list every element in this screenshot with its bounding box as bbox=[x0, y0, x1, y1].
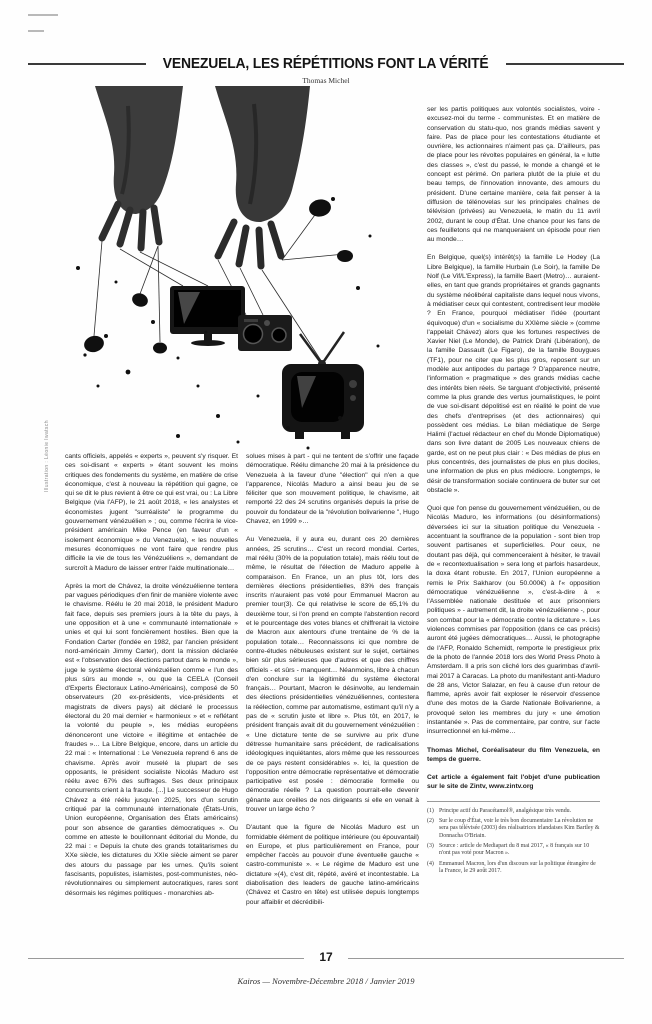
right-puppet-hand bbox=[215, 86, 310, 266]
puppet-hands-illustration bbox=[58, 86, 420, 470]
footnotes bbox=[427, 808, 600, 875]
footnote-number: (2) bbox=[427, 818, 434, 825]
footnote-number: (1) bbox=[427, 807, 434, 814]
footnote-number: (3) bbox=[427, 842, 434, 849]
radio bbox=[238, 315, 292, 351]
crop-mark bbox=[28, 14, 58, 16]
article-paragraph: cants officiels, appelés « experts », peuvent s'y risquer. Et ces soi-disant « experts » étant souvent les moins critiques des fondements du système, en matière de crise économique, c'est à nouveau la répétition qui gagne, ce qui se dit le plus revient à être ce qui est vrai, ou : La Libre Belgique (via l'AFP), le 21 août 2018, « les analystes et économistes jugent "surréaliste" le programme du gouvernement vénézuélien » ; ou, comme l'écrira le vice-président américain Mike Pence (en faveur d'un « isolement économique » du Venezuela), « les nouvelles mesures économiques ne vont faire que rendre plus difficile la vie de tous les Vénézuéliens », demandant de surcroît à Maduro de laisser entrer l'aide multinationale… bbox=[65, 453, 238, 572]
footnote-text: Principe actif du Paracétamol®, analgésique très vendu. bbox=[439, 807, 572, 814]
footnote-item bbox=[427, 818, 600, 840]
crop-mark bbox=[28, 30, 44, 32]
article-paragraph: En Belgique, quel(s) intérêt(s) la famille Le Hodey (La Libre Belgique), la famille Hurbain (Le Soir), la famille De Nolf (Le Vif/L'Express), la famille Baert (Metro)… auraient-elles, en tant que grands propriétaires et grands gagnants du système néolibéral capitaliste dans lequel nous vivons, à médiatiser ceux qui contestent, contredisent leur modèle ? En France, pourquoi médiatiser l'idée (pourtant équivoque) d'un « socialisme du XXIème siècle » (comme l'appelait Chávez) alors que les fortunes respectives de Xavier Niel (Le Monde), de Patrick Drahi (Libération), de la famille Dassault (Le Figaro), de la famille Bouygues (TF1), pour ne citer que les plus gros, reposent sur un modèle aux antipodes du partage ? D'apparence neutre, l'information « pragmatique » des grands médias cache des intérêts bien réels. Se targuant d'objectivité, présenté comme la plus grande des vertus journalistiques, le point de vue soi-disant dépolitisé est en réalité le point de vue des chefs d'entreprises (et des actionnaires) qui possèdent ces médias. Le bilan médiatique de Serge Halimi (l'actuel rédacteur en chef du Monde Diplomatique) dans son livre datant de 2005 Les nouveaux chiens de garde, est on ne peut plus clair : « Des médias de plus en plus concentrés, des journalistes de plus en plus dociles, une information de plus en plus médiocre. Longtemps, le désir de transformation sociale continuera de buter sur cet obstacle ». bbox=[427, 254, 600, 494]
footnote-item bbox=[427, 843, 600, 858]
footnote-text: Sur le coup d'État, voir le très bon documentaire La révolution ne sera pas télévisée (2003) des réalisatrices irlandaises Kim Bartley & Donnacha O'Briain. bbox=[439, 818, 600, 839]
page-number: 17 bbox=[319, 950, 333, 964]
footnote-item bbox=[427, 808, 600, 815]
journal-footer: Kairos — Novembre-Décembre 2018 / Janvier 2019 bbox=[237, 976, 415, 986]
illustration-credit: Illustration : Léonie Iwatsch bbox=[44, 420, 50, 492]
byline: Thomas Michel bbox=[302, 76, 350, 85]
page-title: VENEZUELA, LES RÉPÉTITIONS FONT LA VÉRITÉ bbox=[163, 56, 489, 72]
article-paragraph: Après la mort de Chávez, la droite vénézuélienne tentera par vagues périodiques d'en finir de manière violente avec le chavisme. Réélu le 20 mai 2018, le président Maduro fait face, depuis ses premiers jours à la tête du pays, à une opposition et à une « communauté internationale » unies et qui lui sont foncièrement hostiles. Bien que la Fondation Carter (fondée en 1982, par l'ancien président nord-américain Jimmy Carter), dont la mission déclarée est « l'observation des élections partout dans le monde », juge le système électoral vénézuélien comme « l'un des plus sûrs au monde », ou que la CEELA (Conseil d'Experts Électoraux Latino-Américains), composé de 50 observateurs (20 ex-présidents, vice-présidents et magistrats de divers pays) ait déclaré le processus électoral du 20 mai dernier « harmonieux » et « reflétant la volonté du peuple », les médias européens dénonceront une victoire « illégitime et entachée de fraudes »… La Libre Belgique, encore, dans un article du 22 mai : « International : Le Venezuela reprend 6 ans de chavisme. Après avoir muselé la plupart de ses opposants, le président socialiste Nicolás Maduro est réélu avec 67% des suffrages. Ses deux principaux concurrents crient à la fraude. [...] Le successeur de Hugo Chávez a été réélu jusqu'en 2025, lors d'un scrutin critiqué par la communauté internationale (États-Unis, Union européenne, Organisation des États américains) pour son absence de garanties démocratiques ». Ou comme en atteste le bouillonnant éditorial du Monde, du 22 mai : « Depuis la chute des grands totalitarismes du XXe siècle, les dictatures du XXIe siècle aiment se parer des atours du passage par les urnes. Qu'ils soient fascisants, populistes, islamistes, post-communistes, néo-révolutionnaires ou simplement autocratiques, rares sont désormais les régimes politiques - monarchies ab- bbox=[65, 582, 238, 897]
column-middle bbox=[246, 452, 419, 916]
crt-television bbox=[282, 332, 364, 439]
publication-note: Cet article a également fait l'objet d'une publication sur le site de Zintv, www.zintv.org bbox=[427, 774, 600, 791]
footnote-text: Emmanuel Macron, lors d'un discours sur la politique étrangère de la France, le 29 août 2017. bbox=[439, 860, 596, 874]
column-left bbox=[65, 452, 238, 907]
article-paragraph: Au Venezuela, il y aura eu, durant ces 20 dernières années, 25 scrutins… C'est un record mondial. Certes, mal réélu (30% de la population totale), mais réélu tout de même, le résultat de l'élection de Maduro appelle à comparaison. En France, un an plus tôt, lors des dernières élections présidentielles, 83% des français inscrits n'auraient pas voté pour Emmanuel Macron au premier tour(3). Ce qui relativise le score de 65,1% du deuxième tour, si l'on prend en compte l'abstention record et le pourcentage des votes blancs et chiffrerait la victoire de Macron aux alentours d'une trentaine de % de la population totale… Reconnaissons ici que nombre de contre-études nébuleuses existent sur le sujet, certaines bien sûr plus sérieuses que d'autres et que des chiffres officiels - et sûrs - manquent… Néanmoins, libre à chacun d'en conclure sur la légitimité du système électoral français… Pourtant, Macron le désinvolte, au lendemain des élections présidentielles vénézuéliennes, contestera la réélection, comme par automatisme, estimant qu'il n'y a pas de « scrutin juste et libre ». Plus tôt, en 2017, le président français avait dit du gouvernement vénézuélien : « Une dictature tente de se survivre au prix d'une détresse humanitaire sans précédent, de radicalisations idéologiques inquiétantes, alors même que les ressources de ce pays restent considérables ». Ici, la question de l'opposition entre démocratie représentative et démocratie participative est posée : démocratie formelle ou démocratie réelle ? La question pourrait-elle devenir gênante aux oreilles de nos dirigeants si elle en venait à trouver un large écho ? bbox=[246, 536, 419, 813]
article-paragraph: Quoi que l'on pense du gouvernement vénézuélien, ou de Nicolás Maduro, les informations (ou désinformations) déversées ici sur la situation politique du Venezuela - accentuant la souffrance de la population - sont bien trop souvent partisanes et superficielles. Pour ceux, ne doutant pas déjà, qui commenceraient à hésiter, le travail de « recontextualisation » sera long et parfois hasardeux, la doxa étant robuste. En 2017, l'Union européenne a remis le Prix Sakharov (ou 50.000€) à l'« opposition démocratique vénézuélienne », c'est-à-dire à « l'Assemblée nationale destituée et aux prisonniers politiques » - autrement dit, la droite vénézuélienne -, pour son combat pour la « démocratie contre la dictature ». Les violences commises par l'opposition (dans ce cas précis) auront été jugées démocratiques… Aussi, le photographe de l'AFP, Ronaldo Schemidt, remporte le prestigieux prix de la photo de l'année 2018 lors des World Press Photo à Amsterdam. Il a pris son cliché lors des guarimbas d'avril-mai 2017 à Caracas. La photo du manifestant anti-Maduro de 28 ans, Victor Salazar, en feu à cause d'un retour de flamme, après avoir fait exploser le réservoir d'essence d'une des motos de la Garde Nationale Bolivarienne, a provoqué selon les membres du jury « une émotion instantanée ». Pas de commentaire, par contre, sur l'acte insurrectionnel en lui-même… bbox=[427, 505, 600, 736]
title-row bbox=[28, 56, 624, 72]
author-signature: Thomas Michel, Coréalisateur du film Venezuela, en temps de guerre. bbox=[427, 746, 600, 763]
footnote-text: Source : article de Mediapart du 8 mai 2017, « 8 français sur 10 n'ont pas voté pour Macron ». bbox=[439, 842, 590, 857]
title-rule-left bbox=[28, 63, 146, 65]
left-puppet-hand bbox=[95, 86, 183, 248]
article-paragraph: ser les partis politiques aux volontés socialistes, voire - excusez-moi du terme - communistes. Et en matière de conservation du statu-quo, nos grands médias savent y faire. Pas de place pour les contestations étudiante et ouvrière, les actionnaires n'aiment pas ça. D'ailleurs, pas de place pour les révoltes populaires en général, la « lutte des classes », c'est du passé, le monde a changé et le concept est périmé. On parlera plutôt de la pluie et du beau temps, de l'innovation innovante, des amours du président. D'une certaine manière, cela fait penser à la diffusion de télénovelas sur les principales chaînes de télévision (privées) au Venezuela, le matin du 11 avril 2002, durant le coup d'État. Une chance pour les fans de ces feuilletons qui ne manqueraient un épisode pour rien au monde… bbox=[427, 106, 600, 244]
footnote-separator bbox=[427, 801, 600, 802]
puppet-strings bbox=[94, 208, 345, 362]
flat-screen-monitor bbox=[170, 286, 245, 346]
footnote-item bbox=[427, 861, 600, 876]
title-rule-right bbox=[506, 63, 624, 65]
article-paragraph: D'autant que la figure de Nicolás Maduro est un formidable élément de politique intérieure (ou épouvantail) en Europe, et plus particulièrement en France, pour empêcher l'accès au pouvoir d'une éventuelle gauche « castro-communiste ». « Le régime de Maduro est une dictature »(4), c'est dit, répété, avéré et incontestable. La diabolisation des leaders de gauche latino-américains (Chávez et Castro en tête) est utilisée depuis longtemps pour affaiblir et décrédibili- bbox=[246, 824, 419, 906]
article-paragraph: solues mises à part - qui ne tentent de s'offrir une façade démocratique. Réélu dimanche 20 mai à la présidence du Venezuela à la faveur d'une "élection" qui n'en a que l'apparence, Nicolás Maduro a ainsi beau jeu de se féliciter que son mouvement politique, le chavisme, ait remporté 22 des 24 scrutins organisés depuis la prise de pouvoir du fondateur de la "révolution bolivarienne ", Hugo Chavez, en 1999 »… bbox=[246, 453, 419, 526]
column-right bbox=[427, 105, 600, 878]
footnote-number: (4) bbox=[427, 860, 434, 867]
